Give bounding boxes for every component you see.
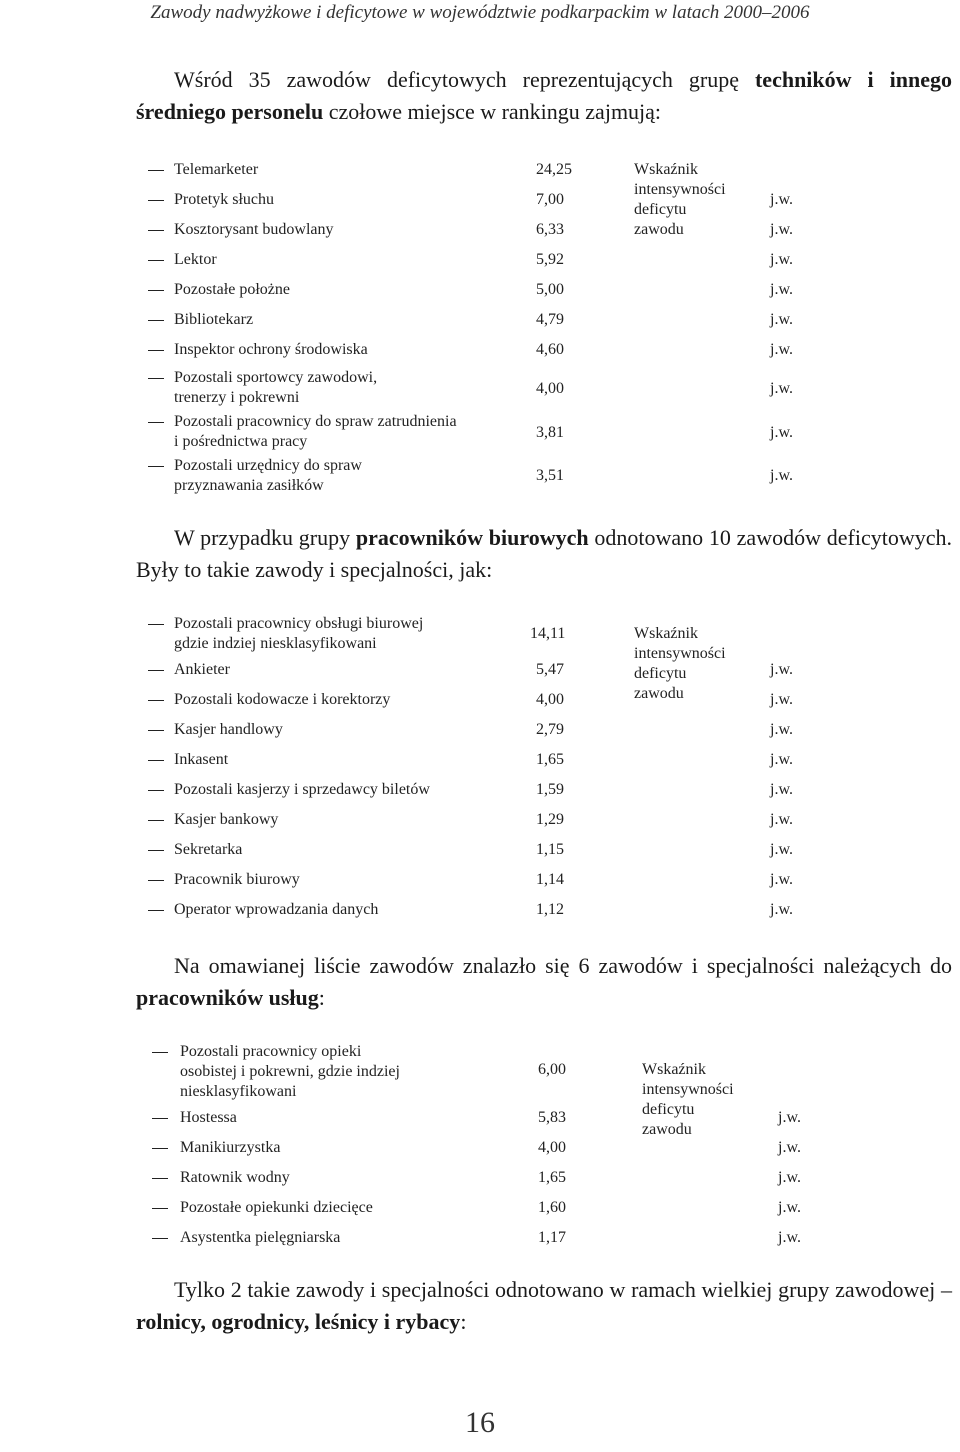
index-value: 3,81: [536, 424, 564, 441]
unit-ditto: j.w.: [770, 661, 793, 678]
occupation-name: Kosztorysant budowlany: [174, 221, 334, 238]
intro-text: czołowe miejsce w rankingu zajmują:: [323, 99, 662, 124]
index-value: 3,51: [536, 467, 564, 484]
occupation-name: Hostessa: [180, 1109, 237, 1126]
index-value: 1,65: [538, 1169, 566, 1186]
index-label: Wskaźnik intensywności deficytu zawodu: [634, 625, 726, 702]
unit-ditto: j.w.: [770, 251, 793, 268]
name-line: trenerzy i pokrewni: [174, 389, 300, 406]
unit-ditto: j.w.: [770, 424, 793, 441]
section3-intro: [136, 950, 952, 1014]
intro-text: Na omawianej liście zawodów znalazło się 6 zawodów i specjalności należących do: [174, 953, 952, 978]
unit-ditto: j.w.: [770, 691, 793, 708]
occupation-name: Operator wprowadzania danych: [174, 901, 379, 918]
occupation-name: Ankieter: [174, 661, 230, 678]
index-value: 1,17: [538, 1229, 566, 1246]
occupation-name: Inspektor ochrony środowiska: [174, 341, 368, 358]
name-line: niesklasyfikowani: [180, 1083, 297, 1100]
index-value: 2,79: [536, 721, 564, 738]
section1-intro: [136, 64, 952, 128]
index-value: 1,15: [536, 841, 564, 858]
unit-ditto: j.w.: [770, 841, 793, 858]
occupation-name: Manikiurzystka: [180, 1139, 281, 1156]
unit-ditto: j.w.: [770, 380, 793, 397]
page-number: 16: [465, 1406, 495, 1439]
name-line: przyznawania zasiłków: [174, 477, 324, 494]
intro-text: W przypadku grupy: [174, 525, 356, 550]
index-value: 6,00: [538, 1061, 566, 1078]
intro-bold: pracowników usług: [136, 985, 319, 1010]
unit-ditto: j.w.: [778, 1139, 801, 1156]
occupation-name: [180, 1042, 510, 1102]
intro-text: :: [460, 1309, 467, 1334]
name-line: gdzie indziej niesklasyfikowani: [174, 635, 377, 652]
index-label: Wskaźnik intensywności deficytu zawodu: [634, 161, 726, 238]
occupation-name: [174, 614, 504, 654]
index-value: 5,83: [538, 1109, 566, 1126]
occupation-name: Pracownik biurowy: [174, 871, 300, 888]
intro-bold: rolnicy, ogrodnicy, leśnicy i rybacy: [136, 1309, 461, 1334]
index-value: 4,60: [536, 341, 564, 358]
occupation-name: Kasjer bankowy: [174, 811, 279, 828]
unit-ditto: j.w.: [770, 311, 793, 328]
name-line: Pozostali pracownicy do spraw zatrudnienia: [174, 413, 457, 430]
occupation-name: Inkasent: [174, 751, 229, 768]
occupation-name: Pozostali kodowacze i korektorzy: [174, 691, 391, 708]
intro-text: odnotowano 10 zawodów deficytowych. Były to takie zawody i specjalności, jak:: [136, 525, 952, 582]
index-value: 5,47: [536, 661, 564, 678]
index-value: 1,29: [536, 811, 564, 828]
intro-text: Wśród 35 zawodów deficytowych reprezentujących grupę: [174, 67, 755, 92]
index-value: 1,60: [538, 1199, 566, 1216]
occupation-name: Protetyk słuchu: [174, 191, 274, 208]
occupation-name: Telemarketer: [174, 161, 259, 178]
unit-ditto: j.w.: [770, 811, 793, 828]
occupation-name: [174, 368, 504, 408]
name-line: osobistej i pokrewni, gdzie indziej: [180, 1063, 400, 1080]
occupation-name: Sekretarka: [174, 841, 243, 858]
unit-ditto: j.w.: [770, 871, 793, 888]
index-value: 7,00: [536, 191, 564, 208]
unit-ditto: j.w.: [778, 1199, 801, 1216]
unit-ditto: j.w.: [778, 1169, 801, 1186]
index-value: 4,79: [536, 311, 564, 328]
occupation-name: [174, 412, 504, 452]
name-line: Pozostali pracownicy obsługi biurowej: [174, 615, 424, 632]
unit-ditto: j.w.: [770, 281, 793, 298]
unit-ditto: j.w.: [770, 781, 793, 798]
unit-ditto: j.w.: [778, 1109, 801, 1126]
running-head: Zawody nadwyżkowe i deficytowe w województwie podkarpackim w latach 2000–2006: [150, 2, 810, 23]
index-value: 4,00: [538, 1139, 566, 1156]
occupation-name: Bibliotekarz: [174, 311, 254, 328]
unit-ditto: j.w.: [770, 221, 793, 238]
section4-intro: [136, 1274, 952, 1338]
section2-intro: [136, 522, 952, 586]
index-value: 6,33: [536, 221, 564, 238]
index-value: 4,00: [536, 691, 564, 708]
index-value: 5,00: [536, 281, 564, 298]
occupation-name: Ratownik wodny: [180, 1169, 290, 1186]
occupation-name: [174, 456, 504, 496]
occupation-name: Asystentka pielęgniarska: [180, 1229, 341, 1246]
unit-ditto: j.w.: [770, 751, 793, 768]
name-line: Pozostali sportowcy zawodowi,: [174, 369, 378, 386]
unit-ditto: j.w.: [770, 721, 793, 738]
intro-text: Tylko 2 takie zawody i specjalności odnotowano w ramach wielkiej grupy zawodowej –: [174, 1277, 952, 1302]
index-value: 24,25: [536, 161, 572, 178]
occupation-name: Lektor: [174, 251, 217, 268]
name-line: Pozostali pracownicy opieki: [180, 1043, 362, 1060]
index-value: 14,11: [530, 625, 566, 642]
index-label: Wskaźnik intensywności deficytu zawodu: [642, 1061, 734, 1138]
name-line: i pośrednictwa pracy: [174, 433, 308, 450]
occupation-name: Pozostałe położne: [174, 281, 290, 298]
unit-ditto: j.w.: [770, 901, 793, 918]
unit-ditto: j.w.: [770, 467, 793, 484]
name-line: Pozostali urzędnicy do spraw: [174, 457, 362, 474]
index-value: 5,92: [536, 251, 564, 268]
intro-bold: pracowników biurowych: [355, 525, 589, 550]
index-value: 1,65: [536, 751, 564, 768]
intro-text: :: [318, 985, 325, 1010]
intro-bold: techników i innego średniego personelu: [136, 67, 952, 124]
index-value: 1,12: [536, 901, 564, 918]
unit-ditto: j.w.: [778, 1229, 801, 1246]
unit-ditto: j.w.: [770, 191, 793, 208]
index-value: 4,00: [536, 380, 564, 397]
index-value: 1,14: [536, 871, 564, 888]
unit-ditto: j.w.: [770, 341, 793, 358]
occupation-name: Kasjer handlowy: [174, 721, 283, 738]
occupation-name: Pozostali kasjerzy i sprzedawcy biletów: [174, 781, 430, 798]
index-value: 1,59: [536, 781, 564, 798]
occupation-name: Pozostałe opiekunki dziecięce: [180, 1199, 373, 1216]
